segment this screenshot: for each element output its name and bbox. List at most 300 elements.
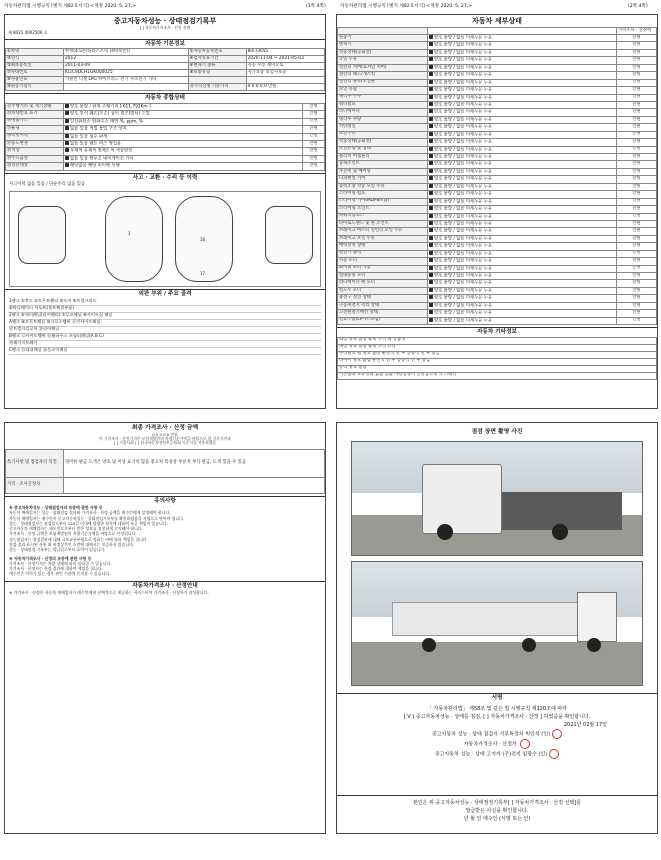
detail-status-text: 양호 불량 / 없음 미세누유 누유 [434,80,493,86]
detail-price: 만원 [617,310,657,317]
detail-status [428,191,617,198]
detail-row [338,176,657,183]
checkbox[interactable] [429,310,433,314]
detail-status-text: 양호 불량 / 없음 미세누유 누유 [434,206,493,212]
detail-price: 만원 [617,94,657,101]
detail-item: 오일 누유 [338,57,428,64]
final-price-amount: 0 0 0 0 0 만원 [152,431,178,437]
notice-a-heading: ※ 중고자동차성능 · 상태점검자의 보증에 관한 사항 등 [9,505,103,511]
detail-row [338,131,657,138]
price-unit: 만원 [303,111,325,118]
overall-row [6,141,325,148]
detail-status [428,183,617,190]
page-3 [4,422,326,834]
detail-status-text: 양호 불량 / 없음 미세누유 누유 [434,303,493,309]
detail-item: 구동축전지 격리 상태 [338,302,428,309]
notice-title: 유의사항 [5,496,325,504]
remarks-table [5,449,325,494]
overall-key: ⑮튜닝 [6,126,64,133]
overall-row [6,118,325,125]
detail-status [428,310,617,317]
detail-status-text: 양호 불량 / 없음 미세누유 누유 [434,184,493,190]
checkbox[interactable] [429,35,433,39]
checkbox[interactable] [65,156,69,160]
detail-status [428,87,617,94]
sub-row [338,337,657,344]
page-1 [4,14,326,409]
detail-status [428,250,617,257]
detail-row [338,72,657,79]
detail-status-text: 양호 불량 / 없음 미세누유 누유 [434,318,493,324]
checkbox[interactable] [429,95,433,99]
photo-title: 점검 장면 촬영 사진 [471,429,523,435]
basic-key: ⑦차대번호 [6,70,64,77]
basic-value-2: 자가보증 보험사보증 [246,70,324,77]
detail-status-text: 양호 불량 / 없음 미세누유 누유 [434,95,493,101]
detail-status-text: 양호 불량 / 없음 미세누유 누유 [434,132,493,138]
detail-status [428,57,617,64]
sub-row-text: 유리 양호 불량 [338,365,657,372]
detail-status [428,220,617,227]
checkbox[interactable] [429,251,433,255]
detail-header-status [428,28,617,35]
notice-item: 중고자동차 매매업자는 매도인으로부터 받은 정보를 성실하게 고지해야 합니다. [9,526,143,532]
detail-price: 만원 [617,161,657,168]
overall-row [6,111,325,118]
page2-title: 자동차 세부상태 [472,17,522,25]
detail-row [338,258,657,265]
detail-status [428,42,617,49]
checkbox[interactable] [429,124,433,128]
detail-row [338,273,657,280]
detail-status [428,94,617,101]
frame-row: A랭크 ⑨프론트패널 ⑩크로스멤버 ⑪인사이드패널 [9,320,321,327]
page-2 [336,14,658,409]
checkbox[interactable] [429,72,433,76]
detail-header-item [338,28,428,35]
detail-price: 만원 [617,295,657,302]
detail-item: 원동기 [338,35,428,42]
checkbox[interactable] [429,139,433,143]
checkbox[interactable] [65,148,69,152]
detail-row [338,87,657,94]
overall-value-text: 없음 있음 썬루프 네비게이션 기타 [70,156,134,162]
notice-item: 점검 결과 표시된 사항 외 비정상적인 소견에 대해서는 보증하지 않습니다. [9,542,135,548]
detail-status [428,79,617,86]
detail-item: 실린더 헤드/개스킷 [338,72,428,79]
law-text-2: [ V ] 중고자동차성능 · 상태를 점검, [ ] 자동차가격조사 · 산정 ] 하였음을 확인합니다. [403,714,591,720]
detail-row [338,317,657,324]
detail-status-text: 양호 불량 / 없음 미세누유 누유 [434,228,493,234]
seal-stamp [549,749,559,759]
checkbox[interactable] [429,236,433,240]
checkbox[interactable] [429,280,433,284]
overall-row [6,126,325,133]
detail-price: 만원 [617,206,657,213]
detail-price: 만원 [617,109,657,116]
detail-price: 만원 [617,191,657,198]
overall-key: ⑭배출가스 [6,118,64,125]
basic-key: ①차명 [6,49,64,56]
checkbox[interactable] [429,80,433,84]
basic-key: ⑤최초등록일 [6,63,64,70]
detail-item: 등속조인트 [338,161,428,168]
detail-price: 만원 [617,213,657,220]
detail-item: 냉각수 누수 [338,94,428,101]
detail-status-text: 양호 불량 / 없음 미세누유 누유 [434,251,493,257]
basic-row [6,63,325,70]
basic-value-2: 2020-11-04 ~ 2021-05-03 [246,56,324,63]
detail-status-text: 양호 불량 / 없음 미세누유 누유 [434,176,493,182]
detail-item: 충전구 절연 상태 [338,295,428,302]
basic-key-2: ⑪가격산정 기준가격 [188,84,246,91]
checkbox[interactable] [429,243,433,247]
notice-item: 가격조사 · 산정자는 산정 결과에 대하여 책임을 집니다. [9,566,103,572]
detail-price: 만원 [617,228,657,235]
detail-price: 만원 [617,265,657,272]
detail-row [338,168,657,175]
checkbox[interactable] [429,57,433,61]
detail-row [338,250,657,257]
detail-item: 추진축 및 베어링 [338,168,428,175]
final-price-basis: 이 가격조사 · 산정가격은 보험개발원의 차량기준가액을 바탕으로 한 기준가격과 [99,436,231,442]
detail-status [428,198,617,205]
detail-row [338,198,657,205]
detail-price: 만원 [617,302,657,309]
basic-value: KLTC9DCH1GK000025 [64,70,189,77]
basic-key-2 [188,77,246,84]
checkbox[interactable] [65,111,69,115]
detail-row [338,183,657,190]
detail-item: 스티어링 조인트 [338,206,428,213]
detail-row [338,302,657,309]
overall-value [64,148,303,155]
detail-item: 윈도우 모터 [338,287,428,294]
detail-row [338,280,657,287]
detail-price: 만원 [617,250,657,257]
detail-status-text: 양호 불량 / 없음 미세누유 누유 [434,280,493,286]
detail-status-text: 양호 불량 / 없음 미세누유 누유 [434,102,493,108]
detail-item: 배력장치 상태 [338,243,428,250]
detail-item: 연료누출(LP가스포함) [338,317,428,324]
detail-status [428,317,617,324]
detail-status [428,258,617,265]
receipt-date: 년 월 일 매수인 (서명 또는 인) [463,816,531,822]
signer-row [337,729,657,739]
detail-row [338,213,657,220]
checkbox[interactable] [429,318,433,322]
basic-info-title: 자동차 기본정보 [5,39,325,47]
signer-row [337,749,657,759]
sign-date: 2021년 02월 17일 [563,722,607,728]
detail-status [428,154,617,161]
detail-price: 만원 [617,146,657,153]
remarks-value: 경미한 판금 도색은 양호 및 이상 표기치 않음 중고차 특성상 부분적 부식 판금, 도색 있을 수 있음 [64,449,325,477]
detail-price: 만원 [617,243,657,250]
sub-row [338,372,657,379]
detail-row [338,265,657,272]
overall-key: ⑰용도변경 [6,141,64,148]
detail-status [428,131,617,138]
price-unit: 만원 [303,148,325,155]
panel-number: 1 [128,231,131,237]
detail-status [428,302,617,309]
form-header-left: 자동차관리법 시행규칙 [별지 제82호서식] <개정 2020. 5. 27.> [4,4,137,9]
frame-row: ⑰트렁크플로어 ⑱리어패널 [9,327,321,334]
footer-title: 자동차가격조사 · 산정안내 [5,581,325,589]
detail-price: 만원 [617,198,657,205]
detail-status-text: 양호 불량 / 없음 미세누유 누유 [434,273,493,279]
notice-item: 성능점검자는 점검결과에 대해 국토교통부령으로 정하는 바에 따라 책임을 집니다. [9,536,148,542]
detail-status [428,228,617,235]
detail-status [428,273,617,280]
detail-row [338,161,657,168]
checkbox[interactable] [429,191,433,195]
basic-key: ⑨사용연료 [6,77,64,84]
checkbox[interactable] [429,221,433,225]
checkbox[interactable] [429,154,433,158]
signer-role: 중고자동차 성능 · 상태 점검자 [431,731,498,738]
basic-key: ③연식 [6,56,64,63]
detail-item: 작동상태(공회전) [338,139,428,146]
detail-status [428,265,617,272]
checkbox[interactable] [429,228,433,232]
car-right-view [265,206,313,264]
detail-status-text: 양호 불량 / 없음 미세누유 누유 [434,310,493,316]
checkbox[interactable] [429,258,433,262]
detail-item: 오일유량 및 상태 [338,146,428,153]
basic-value [64,84,189,91]
detail-price: 만원 [617,183,657,190]
detail-status [428,101,617,108]
sub-row [338,358,657,365]
price-unit: 만원 [303,103,325,110]
overall-value-text: 없음 있음 적법 불법 구조 장치 [70,126,127,132]
basic-key-2: ⑥변속기 종류 [188,63,246,70]
detail-row [338,101,657,108]
sub-row [338,344,657,351]
detail-item: 냉각수 수량 [338,116,428,123]
detail-row [338,243,657,250]
checkbox[interactable] [429,132,433,136]
checkbox[interactable] [65,141,69,145]
detail-status [428,35,617,42]
checkbox[interactable] [429,266,433,270]
page1-title: 중고자동차성능 · 상태점검기록부 [113,17,217,25]
checkbox[interactable] [429,65,433,69]
receipt-text: 본인은 위 중고자동차성능 · 상태점검기록부[ ] 자동차가격조사 · 산정 선택]를 [412,800,582,806]
detail-price: 만원 [617,116,657,123]
frame-rows [5,299,325,355]
detail-status-text: 양호 불량 / 없음 미세누유 누유 [434,72,493,78]
checkbox[interactable] [429,303,433,307]
basic-value: 한성(4.5톤/플러스트럭 (4바보앞)) [64,49,189,56]
notice-item: 자동차 매매업자는 성능 · 상태점검 결과와 가격조사 · 산정 금액을 매수인에게 설명해야 합니다. [9,510,171,516]
detail-item: 타이로드엔드 및 볼 조인트 [338,220,428,227]
overall-value [64,126,303,133]
detail-price: 만원 [617,79,657,86]
detail-status [428,64,617,71]
overall-value-text: 양호 불량 / 현재 주행거리 [ 611,791Km ] [70,104,151,110]
sub-row-text: 내장 양호 불량 광택 부식 유리 [338,344,657,351]
price-unit: 만원 [303,133,325,140]
overall-row [6,155,325,162]
detail-item: 스티어링 기어(MDPS포함) [338,198,428,205]
basic-value: 2011-03-09 [64,63,189,70]
detail-row [338,220,657,227]
frame-row: 1랭크 ①후드 ②프론트휀더 ③도어 ④트렁크리드 [9,299,321,306]
checkbox[interactable] [65,119,69,123]
overall-value [64,118,303,125]
notice-a-list [5,510,325,552]
detail-status [428,161,617,168]
detail-row [338,109,657,116]
detail-item: 변속기 [338,42,428,49]
checkbox[interactable] [429,214,433,218]
checkbox[interactable] [429,117,433,121]
checkbox[interactable] [429,169,433,173]
sub-info-title: 자동차 기타정보 [337,327,657,335]
detail-item: 와이퍼 모터 기능 [338,265,428,272]
detail-status [428,146,617,153]
detail-row [338,228,657,235]
basic-value-2 [246,77,324,84]
overall-row [6,133,325,140]
checkbox[interactable] [65,104,69,108]
basic-row [6,70,325,77]
frame-row: ⑲패키지트레이 [9,341,321,348]
detail-status [428,295,617,302]
checkbox[interactable] [429,184,433,188]
detail-row [338,64,657,71]
detail-item: 발전기 출력 [338,250,428,257]
checkbox[interactable] [429,50,433,54]
appraiser-value [64,477,325,493]
checkbox[interactable] [429,87,433,91]
notice-item: 자동차 매매업자는 매수인이 중고자동차성능 · 상태점검기록부를 확인하였음을 서명으로 받아야 합니다. [9,515,185,521]
checkbox[interactable] [429,161,433,165]
checkbox[interactable] [429,147,433,151]
overall-title: 자동차 종합상태 [5,93,325,101]
detail-status [428,206,617,213]
overall-value-text: 일산화탄소 탄화수소 매연 %, ppm, % [70,119,144,125]
detail-price: 만원 [617,64,657,71]
final-price-basis-2: [ ] 기술사회 [ ] 한국자동차진단보증협회 기준서를 적용하였음 [113,440,217,446]
signer-name: (주)전지 임광수 (인) [502,751,548,758]
detail-status-text: 양호 불량 / 없음 미세누유 누유 [434,169,493,175]
detail-status [428,72,617,79]
detail-status-text: 양호 불량 / 없음 미세누유 누유 [434,147,493,153]
detail-row [338,310,657,317]
notice-item: 매수인은 이의가 있는 경우 관련 기관에 문의할 수 있습니다. [9,571,111,577]
detail-status-text: 양호 불량 / 없음 미세누유 누유 [434,117,493,123]
overall-key: ⑱색상 [6,148,64,155]
overall-key: ⑬차대번호 표기 [6,111,64,118]
checkbox[interactable] [429,109,433,113]
frame-title: 외판 부위 / 주요 골격 [5,289,325,297]
detail-price: 만원 [617,72,657,79]
basic-value-2: 자동 수동 세미오토 [246,63,324,70]
detail-item: 실내송풍 모터 [338,273,428,280]
signer-row [337,739,657,749]
sub-row-text: 타이어 양호 불량 운전석 전 후 동승석 전 후 응급 [338,358,657,365]
detail-item: 오일 유량 [338,87,428,94]
detail-price: 만원 [617,101,657,108]
detail-status-text: 양호 불량 / 없음 미세누유 누유 [434,109,493,115]
basic-key: ⑩원동기형식 [6,84,64,91]
checkbox[interactable] [65,134,69,138]
checkbox[interactable] [429,176,433,180]
sub-row-text: 수리필요 휠 양호 불량 운전석 전 후 동승석 전 후 응급 [338,351,657,358]
checkbox[interactable] [429,295,433,299]
overall-value-text: 양호 부식 훼손(오손) 상이 변조(변타) 도말 [70,111,150,117]
checkbox[interactable] [65,126,69,130]
detail-status-text: 양호 불량 / 없음 미세누유 누유 [434,161,493,167]
detail-item: 라디에이터 팬 모터 [338,280,428,287]
detail-item: 작동상태(공회전) [338,49,428,56]
overall-table [5,103,325,171]
overall-value-text: 없음 있음 렌트 리스 영업용 [70,141,122,147]
detail-price: 만원 [617,139,657,146]
checkbox[interactable] [429,42,433,46]
detail-status [428,49,617,56]
accident-row: 사고이력 없음 있음 / 단순수리 없음 있음 [9,182,86,188]
overall-value [64,103,303,110]
detail-row [338,287,657,294]
frame-row: ⑤라디에이터 서포트(볼트체결부품) [9,306,321,313]
detail-status [428,235,617,242]
panel-number: 17 [200,271,206,277]
basic-info-table [5,48,325,91]
detail-row [338,124,657,131]
checkbox[interactable] [65,163,69,167]
detail-price: 만원 [617,220,657,227]
price-unit: 만원 [303,163,325,170]
overall-value [64,163,303,170]
detail-price: 만원 [617,287,657,294]
notice-item: 가격조사 · 산정가격은 차량 상태에 따라 달라질 수 있습니다. [9,560,112,566]
overall-value [64,141,303,148]
overall-key: ⑳리콜대상 [6,163,64,170]
notice-b-heading: ※ 자동차가격조사 · 산정의 보증에 관한 사항 등 [9,555,92,561]
appraiser-label: 가격 · 조사산정자 [6,477,64,493]
basic-row [6,77,325,84]
basic-key-2: ⑧보증유형 [188,70,246,77]
checkbox[interactable] [429,273,433,277]
detail-status-text: 양호 불량 / 없음 미세누유 누유 [434,266,493,272]
detail-header-price: 가격조사 · 산정액 [617,28,657,35]
basic-value-2: 80다3055 [246,49,324,56]
detail-status-text: 양호 불량 / 없음 미세누유 누유 [434,221,493,227]
signer-list [337,729,657,759]
detail-status [428,139,617,146]
detail-item: 고전원전기배선 상태 [338,310,428,317]
basic-key-2: ④검사유효기간 [188,56,246,63]
checkbox[interactable] [429,206,433,210]
detail-status [428,213,617,220]
checkbox[interactable] [429,102,433,106]
page-number-1: (1쪽 4쪽) [306,4,326,9]
sub-row [338,351,657,358]
detail-row [338,139,657,146]
overall-key: ⑯특별이력 [6,133,64,140]
detail-item: 오일누유 [338,131,428,138]
checkbox[interactable] [429,288,433,292]
inspection-photo-front [351,441,643,556]
page-4 [336,422,658,834]
checkbox[interactable] [429,199,433,203]
detail-status-text: 양호 불량 / 없음 미세누유 누유 [434,57,493,63]
